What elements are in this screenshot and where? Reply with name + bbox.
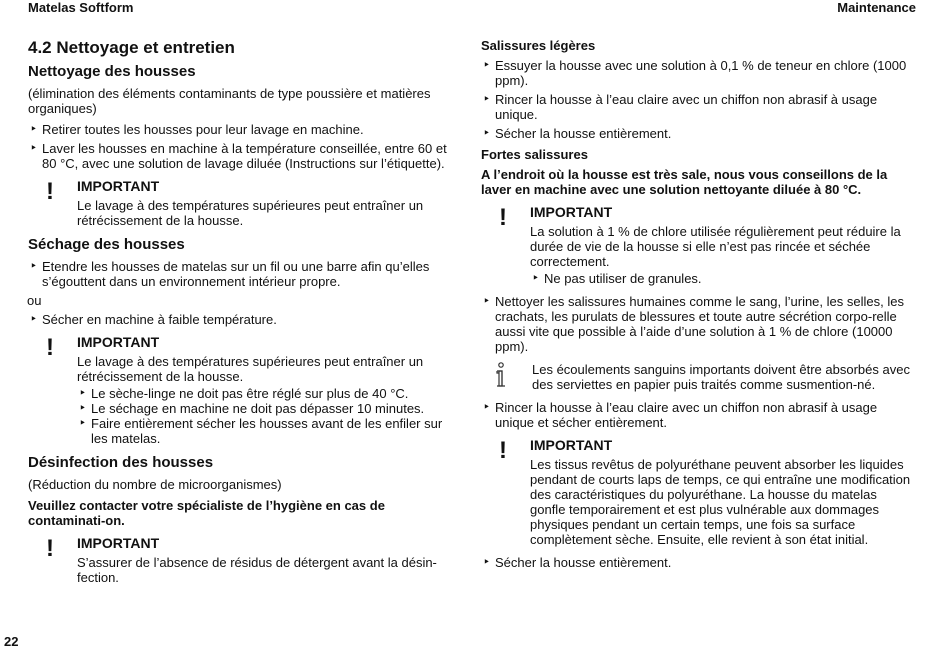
important-text: S’assurer de l’absence de résidus de détergent avant la désin-fection. <box>77 555 437 585</box>
exclamation-icon: ! <box>46 334 54 361</box>
exclamation-icon: ! <box>499 204 507 231</box>
drying-heading: Séchage des housses <box>28 236 185 253</box>
list-item: ‣ Nettoyer les salissures humaines comme le sang, l’urine, les selles, les crachats, les purulats de blessures et toute autre sécrétion corpo-relle aussi vite que possible à l’aide d’une solution à 1 % de chlore (10000 ppm). <box>481 294 911 354</box>
important-sublist <box>530 271 911 286</box>
info-text: Les écoulements sanguins importants doivent être absorbés avec des serviettes en papier puis traités comme susmention-né. <box>532 362 910 392</box>
list-item: ‣ Sécher la housse entièrement. <box>481 555 911 570</box>
disinfection-heading: Désinfection des housses <box>28 454 214 471</box>
important-text: Les tissus revêtus de polyuréthane peuvent absorber les liquides pendant de courts laps de temps, ce qui entraîne une modification des caractéristiques du polyuréthane. La housse du matelas gonfle temporairement et est plus vulnérable aux dommages physiques pendant un certain temps, une fois sa surface complètement sèche. Ensuite, elle revient à son état initial. <box>530 457 911 547</box>
important-notice <box>28 179 453 228</box>
drying-steps <box>28 259 453 289</box>
heavy-soiling-intro: A l’endroit où la housse est très sale, nous vous conseillons de la laver en machine avec une solution nettoyante diluée à 80 °C. <box>481 167 888 197</box>
list-item: ‣ Laver les housses en machine à la température conseillée, entre 60 et 80 °C, avec une solution de lavage diluée (Instructions sur l’étiquette). <box>28 141 453 171</box>
list-item: ‣ Retirer toutes les housses pour leur lavage en machine. <box>28 122 453 137</box>
info-icon <box>493 362 509 390</box>
important-notice <box>481 205 911 286</box>
important-text: La solution à 1 % de chlore utilisée régulièrement peut réduire la durée de vie de la housse si elle n’est pas rincée et séchée correctement. <box>530 224 901 269</box>
heavy-soiling-clean-step <box>481 294 911 354</box>
important-label: IMPORTANT <box>77 178 160 194</box>
page-number: 22 <box>4 634 19 649</box>
drying-steps-alt <box>28 312 453 327</box>
disinfection-intro: (Réduction du nombre de microorganismes) <box>28 477 282 492</box>
right-column <box>481 38 911 576</box>
or-separator: ou <box>27 293 42 308</box>
list-item: ‣ Faire entièrement sécher les housses avant de les enfiler sur les matelas. <box>77 416 453 446</box>
important-text: Le lavage à des températures supérieures peut entraîner un rétrécissement de la housse. <box>77 198 424 228</box>
list-item: ‣ Ne pas utiliser de granules. <box>530 271 911 286</box>
important-sublist <box>77 386 453 446</box>
list-item: ‣ Sécher la housse entièrement. <box>481 126 911 141</box>
important-label: IMPORTANT <box>77 535 160 551</box>
header-chapter-title: Maintenance <box>837 0 916 15</box>
important-label: IMPORTANT <box>77 334 160 350</box>
heavy-soiling-heading: Fortes salissures <box>481 147 588 162</box>
cleaning-heading: Nettoyage des housses <box>28 63 196 80</box>
light-soiling-steps <box>481 58 911 141</box>
left-column <box>28 38 453 593</box>
section-title: 4.2 Nettoyage et entretien <box>28 38 235 57</box>
important-label: IMPORTANT <box>530 437 613 453</box>
important-text: Le lavage à des températures supérieures peut entraîner un rétrécissement de la housse. <box>77 354 424 384</box>
exclamation-icon: ! <box>46 535 54 562</box>
exclamation-icon: ! <box>46 178 54 205</box>
heavy-soiling-dry-step <box>481 555 911 570</box>
cleaning-steps <box>28 122 453 171</box>
header-product-title: Matelas Softform <box>28 0 134 15</box>
list-item: ‣ Rincer la housse à l’eau claire avec un chiffon non abrasif à usage unique. <box>481 92 911 122</box>
info-note <box>481 362 911 392</box>
important-notice <box>28 335 453 446</box>
important-notice <box>28 536 453 585</box>
list-item: ‣ Le sèche-linge ne doit pas être réglé sur plus de 40 °C. <box>77 386 453 401</box>
important-notice <box>481 438 911 547</box>
list-item: ‣ Rincer la housse à l’eau claire avec un chiffon non abrasif à usage unique et sécher entièrement. <box>481 400 911 430</box>
list-item: ‣ Le séchage en machine ne doit pas dépasser 10 minutes. <box>77 401 453 416</box>
list-item: ‣ Etendre les housses de matelas sur un fil ou une barre afin qu’elles s’égouttent dans un environnement intérieur propre. <box>28 259 453 289</box>
important-label: IMPORTANT <box>530 204 613 220</box>
heavy-soiling-rinse-step <box>481 400 911 430</box>
list-item: ‣ Sécher en machine à faible température. <box>28 312 453 327</box>
list-item: ‣ Essuyer la housse avec une solution à 0,1 % de teneur en chlore (1000 ppm). <box>481 58 911 88</box>
exclamation-icon: ! <box>499 437 507 464</box>
disinfection-contact: Veuillez contacter votre spécialiste de l’hygiène en cas de contaminati-on. <box>28 498 385 528</box>
light-soiling-heading: Salissures légères <box>481 38 596 53</box>
cleaning-intro: (élimination des éléments contaminants de type poussière et matières organiques) <box>28 86 431 116</box>
